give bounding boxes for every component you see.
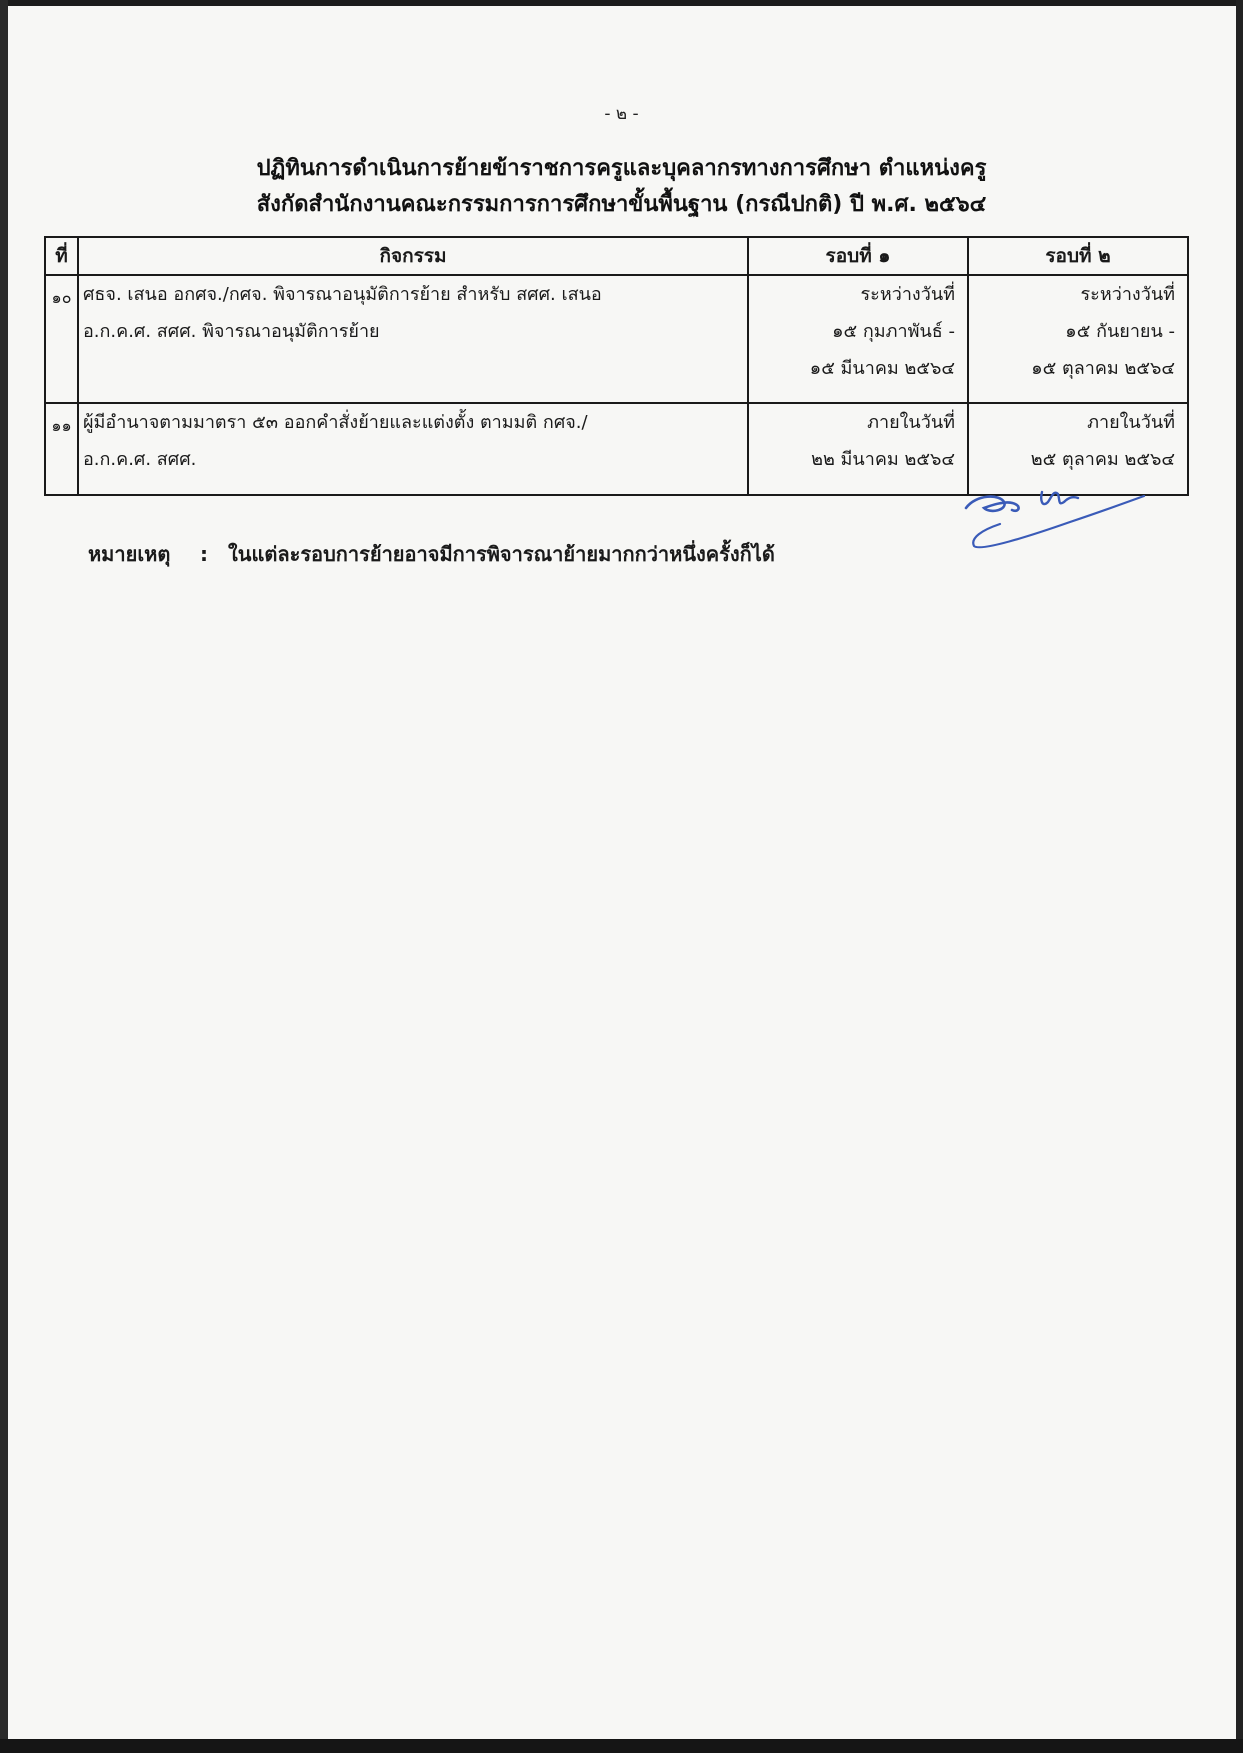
round-1-line: ๑๕ มีนาคม ๒๕๖๔ xyxy=(809,358,955,379)
note-text: ในแต่ละรอบการย้ายอาจมีการพิจารณาย้ายมากกว่าหนึ่งครั้งก็ได้ xyxy=(228,542,775,566)
activity-line: ผู้มีอำนาจตามมาตรา ๕๓ ออกคำสั่งย้ายและแต่งตั้ง ตามมติ กศจ./ xyxy=(83,412,588,433)
table-row xyxy=(45,275,1188,403)
round-2-line: ๒๕ ตุลาคม ๒๕๖๔ xyxy=(1030,449,1175,470)
round-1-cell xyxy=(748,275,968,403)
row-number: ๑๑ xyxy=(45,403,78,495)
round-1-line: ภายในวันที่ xyxy=(867,412,955,433)
activity-cell xyxy=(78,403,748,495)
schedule-table xyxy=(44,236,1189,496)
round-2-line: ภายในวันที่ xyxy=(1087,412,1175,433)
scan-border-left xyxy=(0,0,8,1753)
header-activity: กิจกรรม xyxy=(78,237,748,275)
round-2-line: ๑๕ กันยายน - xyxy=(1065,321,1175,342)
row-number: ๑๐ xyxy=(45,275,78,403)
activity-line: ศธจ. เสนอ อกศจ./กศจ. พิจารณาอนุมัติการย้าย สำหรับ สศศ. เสนอ xyxy=(83,284,602,305)
handwritten-signature xyxy=(960,486,1160,566)
scan-border-top xyxy=(0,0,1243,6)
note xyxy=(88,538,775,570)
table-row xyxy=(45,403,1188,495)
activity-line: อ.ก.ค.ศ. สศศ. xyxy=(83,449,197,470)
round-2-line: ระหว่างวันที่ xyxy=(1080,284,1175,305)
round-2-cell xyxy=(968,275,1188,403)
round-1-line: ระหว่างวันที่ xyxy=(860,284,955,305)
scan-border-right xyxy=(1236,0,1243,1753)
header-round-2: รอบที่ ๒ xyxy=(968,237,1188,275)
round-1-line: ๒๒ มีนาคม ๒๕๖๔ xyxy=(811,449,955,470)
note-label: หมายเหตุ xyxy=(88,542,171,566)
page-number: - ๒ - xyxy=(604,104,639,124)
activity-line: อ.ก.ค.ศ. สศศ. พิจารณาอนุมัติการย้าย xyxy=(83,321,380,342)
document-title-line-1: ปฏิทินการดำเนินการย้ายข้าราชการครูและบุคลากรทางการศึกษา ตำแหน่งครู xyxy=(256,156,987,181)
header-round-1: รอบที่ ๑ xyxy=(748,237,968,275)
round-1-line: ๑๕ กุมภาพันธ์ - xyxy=(832,321,955,342)
round-2-cell xyxy=(968,403,1188,495)
signature-stroke xyxy=(966,497,1019,511)
note-colon: : xyxy=(200,542,208,566)
table-header-row xyxy=(45,237,1188,275)
header-no: ที่ xyxy=(45,237,78,275)
activity-cell xyxy=(78,275,748,403)
round-2-line: ๑๕ ตุลาคม ๒๕๖๔ xyxy=(1031,358,1175,379)
signature-stroke xyxy=(1041,492,1078,504)
document-title-line-2: สังกัดสำนักงานคณะกรรมการการศึกษาขั้นพื้นฐาน (กรณีปกติ) ปี พ.ศ. ๒๕๖๔ xyxy=(256,192,987,217)
scan-border-bottom xyxy=(0,1739,1243,1753)
round-1-cell xyxy=(748,403,968,495)
